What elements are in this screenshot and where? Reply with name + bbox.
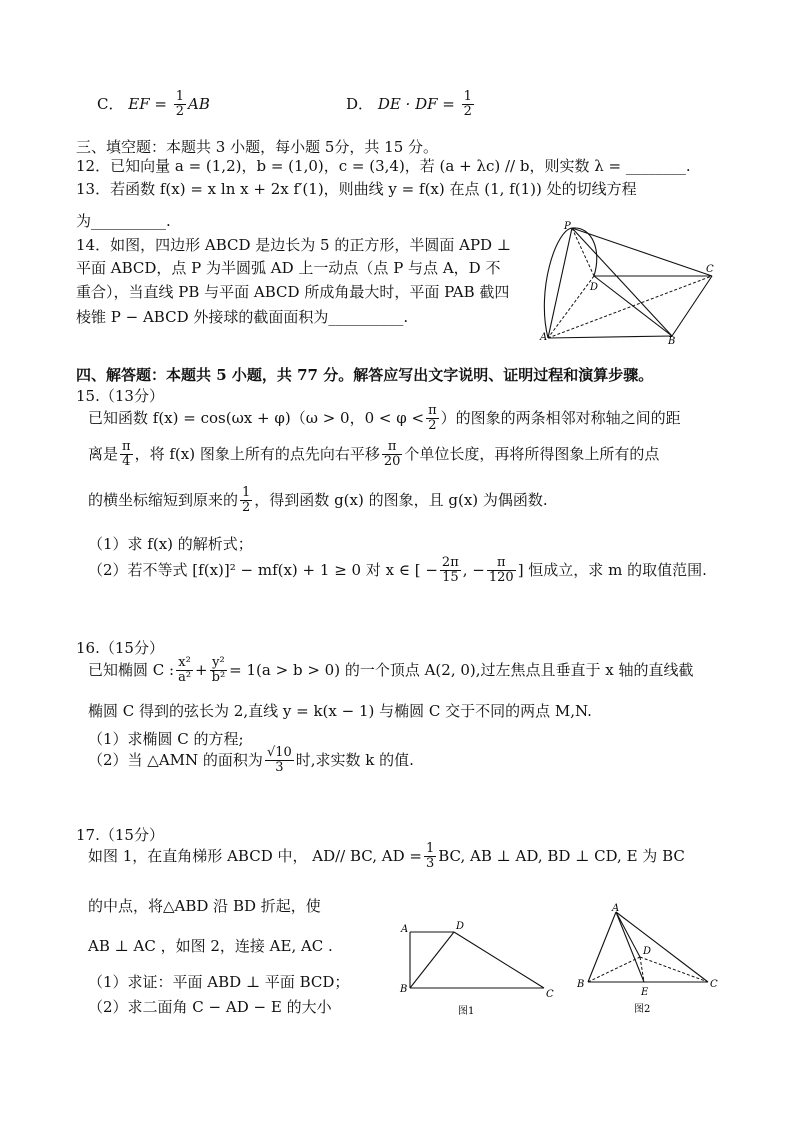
edge-pc xyxy=(572,228,712,276)
q16-line1-a: 已知椭圆 C : xyxy=(88,660,175,679)
q16-label: 16.（15分） xyxy=(76,639,164,657)
frac-den: 2 xyxy=(242,500,251,516)
q15-frac-1-2 xyxy=(240,486,252,516)
q16-frac-y2-b2 xyxy=(210,656,228,686)
frac-den: 2 xyxy=(428,418,437,434)
q15-line2-b: ，将 f(x) 图象上所有的点先向右平移 xyxy=(134,444,380,463)
q15-label: 15.（13分） xyxy=(76,387,164,405)
figure-2-caption: 图2 xyxy=(634,1004,651,1015)
q15-part1: （1）求 f(x) 的解析式； xyxy=(88,535,253,553)
frac-num: y² xyxy=(210,656,228,671)
q14-line3: 重合），当直线 PB 与平面 ABCD 所成角最大时，平面 PAB 截四 xyxy=(76,283,510,301)
option-c-label: C． xyxy=(97,94,124,113)
label-c: C xyxy=(546,989,554,1000)
frac-den: 4 xyxy=(122,454,131,470)
edge-pb xyxy=(572,228,672,336)
q14-line2: 平面 ABCD，点 P 为半圆弧 AD 上一动点（点 P 与点 A，D 不 xyxy=(76,259,501,277)
q16-line2: 椭圆 C 得到的弦长为 2,直线 y = k(x − 1) 与椭圆 C 交于不同的两点 M,N. xyxy=(88,702,592,720)
q15-line2 xyxy=(88,440,659,470)
label-a: A xyxy=(540,332,548,343)
label-a: A xyxy=(401,924,409,935)
frac-num: π xyxy=(487,556,516,571)
option-c xyxy=(97,90,210,120)
q15-line1 xyxy=(88,404,681,434)
frac-num: π xyxy=(428,403,437,418)
label-b: B xyxy=(577,979,585,990)
q17-line2: 的中点，将△ABD 沿 BD 折起，使 xyxy=(88,897,321,915)
q15-frac-2pi-15 xyxy=(440,556,461,586)
frac-den: 3 xyxy=(425,856,435,872)
q12-text: 12．已知向量 a = (1,2)，b = (1,0)，c = (3,4)，若 (a + λc) // b，则实数 λ = ________. xyxy=(76,157,691,175)
option-c-tail: AB xyxy=(188,94,210,113)
q15-part2-mid: , − xyxy=(462,560,485,579)
label-b: B xyxy=(400,984,408,995)
frac-den: 120 xyxy=(488,570,514,586)
q17-part2: （2）求二面角 C − AD − E 的大小 xyxy=(88,998,332,1016)
q16-part1: （1）求椭圆 C 的方程; xyxy=(88,730,244,748)
q16-part2-b: 时,求实数 k 的值. xyxy=(295,750,414,769)
q14-line4: 棱锥 P − ABCD 外接球的截面面积为__________. xyxy=(76,308,409,326)
q15-part2 xyxy=(88,556,707,586)
edge-pd xyxy=(572,228,594,276)
frac-den: 2 xyxy=(175,104,185,120)
q15-frac-pi-20 xyxy=(382,440,403,470)
q17-frac-1-3 xyxy=(424,842,436,872)
q15-line3-b: ，得到函数 g(x) 的图象，且 g(x) 为偶函数. xyxy=(254,490,548,509)
edge-dc xyxy=(640,957,708,982)
frac-den: a² xyxy=(178,670,192,686)
q16-line1-b: = 1(a > b > 0) 的一个顶点 A(2, 0),过左焦点且垂直于 x 轴的直线截 xyxy=(229,660,694,679)
frac-num: 1 xyxy=(463,89,472,104)
q17-line1-b: BC, AB ⊥ AD, BD ⊥ CD, E 为 BC xyxy=(438,846,685,865)
q15-line1-a: 已知函数 f(x) = cos(ωx + φ)（ω > 0，0 < φ < xyxy=(88,408,425,427)
option-d-label: D． xyxy=(346,94,374,113)
edge-ad xyxy=(616,912,640,957)
q13-line2: 为__________. xyxy=(76,212,171,230)
q13-line1: 13．若函数 f(x) = x ln x + 2x f′(1)，则曲线 y = f(x) 在点 (1, f(1)) 处的切线方程 xyxy=(76,180,637,198)
frac-num: x² xyxy=(176,656,193,671)
frac-den: 2 xyxy=(463,104,472,120)
frac-num: 2π xyxy=(441,555,459,570)
figure-2 xyxy=(574,902,724,1018)
q15-part2-a: （2）若不等式 [f(x)]² − mf(x) + 1 ≥ 0 对 x ∈ [ − xyxy=(88,560,438,579)
frac-num: √10 xyxy=(266,745,292,760)
q14-figure xyxy=(536,220,724,350)
q16-frac-sqrt10-3 xyxy=(265,746,294,776)
figure-1 xyxy=(396,918,558,1018)
figure-1-caption: 图1 xyxy=(458,1006,475,1017)
frac-num: π xyxy=(122,439,131,454)
option-d-fraction xyxy=(462,90,474,120)
q17-label: 17.（15分） xyxy=(76,826,164,844)
q16-part2-a: （2）当 △AMN 的面积为 xyxy=(88,750,263,769)
label-c: C xyxy=(706,264,714,275)
q16-line1 xyxy=(88,656,694,686)
q15-part2-b: ] 恒成立，求 m 的取值范围. xyxy=(517,560,707,579)
frac-den: b² xyxy=(211,670,226,686)
option-c-fraction xyxy=(174,90,186,120)
option-d-expr: DE · DF = xyxy=(377,94,460,113)
label-e: E xyxy=(641,987,649,998)
label-d: D xyxy=(456,921,465,932)
q15-line1-b: ）的图象的两条相邻对称轴之间的距 xyxy=(440,408,681,427)
edge-bd xyxy=(410,932,454,988)
semicircle-arc xyxy=(544,228,599,338)
edge-ab xyxy=(548,336,672,338)
q17-part1: （1）求证：平面 ABD ⊥ 平面 BCD； xyxy=(88,973,350,991)
q17-line3: AB ⊥ AC ，如图 2，连接 AE, AC . xyxy=(88,937,333,955)
q15-line3 xyxy=(88,486,548,516)
q15-line2-a: 离是 xyxy=(88,444,119,463)
frac-num: 1 xyxy=(175,89,185,104)
edge-bd xyxy=(588,957,640,982)
frac-den: 15 xyxy=(442,570,459,586)
label-d: D xyxy=(643,946,652,957)
q17-line1-a: 如图 1，在直角梯形 ABCD 中， AD// BC, AD = xyxy=(88,846,422,865)
frac-den: 20 xyxy=(383,454,401,470)
label-c: C xyxy=(710,979,718,990)
label-d: D xyxy=(590,282,599,293)
edge-bc xyxy=(672,276,712,336)
q15-frac-pi-4 xyxy=(120,440,133,470)
option-c-expr: EF = xyxy=(128,94,172,113)
frac-num: 1 xyxy=(425,841,435,856)
q17-line1 xyxy=(88,842,685,872)
section4-heading: 四、解答题：本题共 5 小题，共 77 分。解答应写出文字说明、证明过程和演算步骤。 xyxy=(76,366,654,384)
option-d xyxy=(346,90,476,120)
q16-frac-x2-a2 xyxy=(176,656,193,686)
label-p: P xyxy=(564,221,571,232)
label-b: B xyxy=(668,336,676,347)
frac-num: π xyxy=(382,440,403,455)
q16-part2 xyxy=(88,746,414,776)
q15-frac-pi-2 xyxy=(426,404,439,434)
q14-line1: 14．如图，四边形 ABCD 是边长为 5 的正方形，半圆面 APD ⊥ xyxy=(76,236,511,254)
edge-dc xyxy=(454,932,544,988)
label-a: A xyxy=(612,903,620,914)
frac-num: 1 xyxy=(242,485,251,500)
diag-ac xyxy=(548,276,712,338)
q15-line2-c: 个单位长度，再将所得图象上所有的点 xyxy=(404,444,660,463)
frac-den: 3 xyxy=(275,760,284,776)
q15-line3-a: 的横坐标缩短到原来的 xyxy=(88,490,239,509)
edge-ab xyxy=(588,912,616,982)
diag-bd xyxy=(594,276,672,336)
q16-plus: + xyxy=(195,660,208,679)
section3-heading: 三、填空题：本题共 3 小题，每小题 5分，共 15 分。 xyxy=(76,138,439,156)
q15-frac-pi-120 xyxy=(487,556,516,586)
